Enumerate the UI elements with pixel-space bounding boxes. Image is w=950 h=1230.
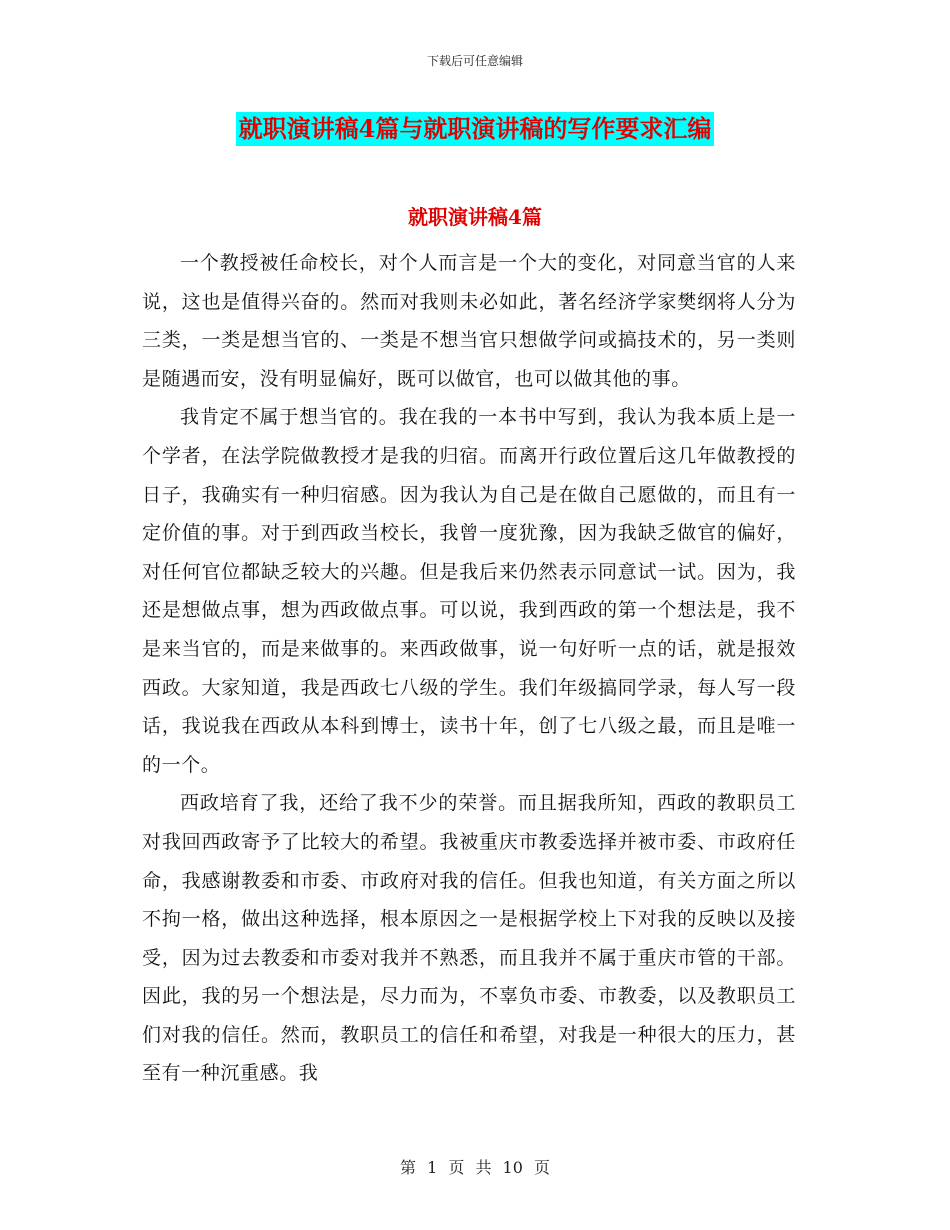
document-title: 就职演讲稿4篇与就职演讲稿的写作要求汇编 xyxy=(236,112,715,146)
paragraph-2: 我肯定不属于想当官的。我在我的一本书中写到，我认为我本质上是一个学者，在法学院做教授才是我的归宿。而离开行政位置后这几年做教授的日子，我确实有一种归宿感。因为我认为自己是在做自己愿做的，而且有一定价值的事。对于到西政当校长，我曾一度犹豫，因为我缺乏做官的偏好，对任何官位都缺乏较大的兴趣。但是我后来仍然表示同意试一试。因为，我还是想做点事，想为西政做点事。可以说，我到西政的第一个想法是，我不是来当官的，而是来做事的。来西政做事，说一句好听一点的话，就是报效西政。大家知道，我是西政七八级的学生。我们年级搞同学录，每人写一段话，我说我在西政从本科到博士，读书十年，创了七八级之最，而且是唯一的一个。 xyxy=(142,406,796,776)
document-title-container xyxy=(0,112,950,146)
paragraph-3: 西政培育了我，还给了我不少的荣誉。而且据我所知，西政的教职员工对我回西政寄予了比较大的希望。我被重庆市教委选择并被市委、市政府任命，我感谢教委和市委、市政府对我的信任。但我也知道，有关方面之所以不拘一格，做出这种选择，根本原因之一是根据学校上下对我的反映以及接受，因为过去教委和市委对我并不熟悉，而且我并不属于重庆市管的干部。因此，我的另一个想法是，尽力而为，不辜负市委、市教委，以及教职员工们对我的信任。然而，教职员工的信任和希望，对我是一种很大的压力，甚至有一种沉重感。我 xyxy=(142,792,796,1085)
section-title: 就职演讲稿4篇 xyxy=(408,205,542,229)
page-header-note: 下载后可任意编辑 xyxy=(426,54,523,68)
paragraph-1: 一个教授被任命校长，对个人而言是一个大的变化，对同意当官的人来说，这也是值得兴奋的。然而对我则未必如此，著名经济学家樊纲将人分为三类，一类是想当官的、一类是不想当官只想做学问或搞技术的，另一类则是随遇而安，没有明显偏好，既可以做官，也可以做其他的事。 xyxy=(142,252,796,390)
document-body xyxy=(142,244,796,1093)
page-number-footer: 第 1 页 共 10 页 xyxy=(400,1158,550,1177)
